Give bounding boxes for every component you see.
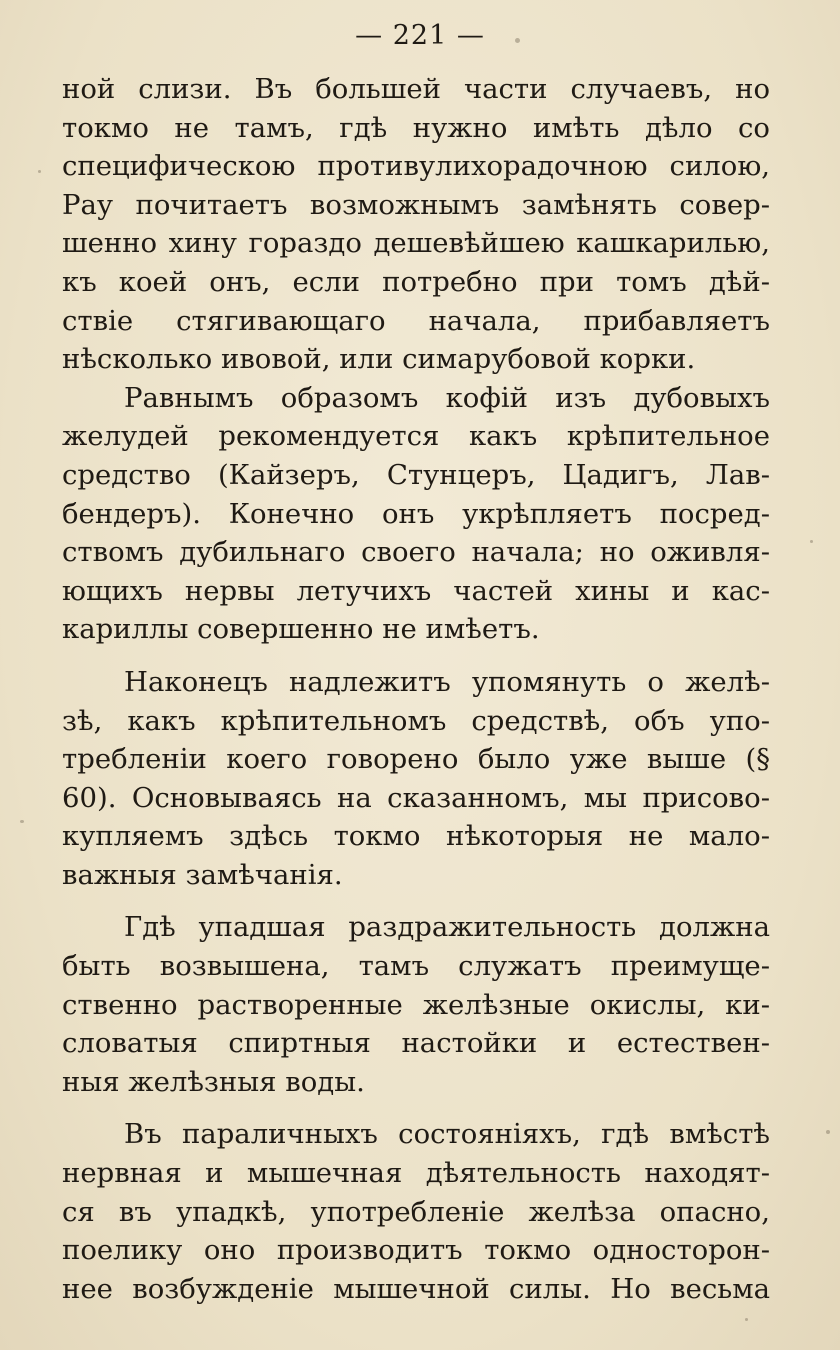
paragraph [62, 379, 770, 649]
paper-speck [515, 38, 520, 43]
text-line: ственно растворенные желѣзные окислы, ки- [62, 988, 770, 1021]
text-line: 60). Основываясь на сказанномъ, мы присово- [62, 781, 770, 814]
paper-speck [20, 820, 24, 823]
text-line: токмо не тамъ, гдѣ нужно имѣть дѣло со [62, 111, 770, 144]
text-line: ствіе стягивающаго начала, прибавляетъ [62, 304, 770, 337]
text-line: къ коей онъ, если потребно при томъ дѣй- [62, 265, 770, 298]
text-line: поелику оно производитъ токмо односторон- [62, 1234, 770, 1267]
text-line: нее возбужденіе мышечной силы. Но весьма [62, 1272, 770, 1305]
text-line: Равнымъ образомъ кофій изъ дубовыхъ [124, 381, 770, 414]
text-line: словатыя спиртныя настойки и естествен- [62, 1027, 770, 1060]
page-body [62, 70, 770, 1308]
text-line: зѣ, какъ крѣпительномъ средствѣ, объ упо- [62, 704, 770, 737]
text-line: Въ параличныхъ состояніяхъ, гдѣ вмѣстѣ [124, 1118, 770, 1151]
text-line: важныя замѣчанія. [62, 858, 343, 891]
page-number: — 221 — [355, 20, 485, 51]
paragraph [62, 1115, 770, 1308]
paragraph [62, 908, 770, 1101]
text-line: быть возвышена, тамъ служатъ преимуще- [62, 950, 770, 983]
paragraph [62, 70, 770, 379]
paper-speck [826, 1130, 830, 1134]
text-line: купляемъ здѣсь токмо нѣкоторыя не мало- [62, 820, 770, 853]
paper-speck [745, 1318, 748, 1321]
text-line: нервная и мышечная дѣятельность находят- [62, 1157, 770, 1190]
text-line: ныя желѣзныя воды. [62, 1065, 365, 1098]
text-line: бендеръ). Конечно онъ укрѣпляетъ посред- [62, 497, 770, 530]
paragraph [62, 663, 770, 895]
text-line: Гдѣ упадшая раздражительность должна [124, 911, 770, 944]
paper-speck [810, 540, 813, 543]
text-line: шенно хину гораздо дешевѣйшею кашкарилью, [62, 227, 770, 260]
paper-speck [38, 170, 41, 173]
text-line: ющихъ нервы летучихъ частей хины и кас- [62, 574, 770, 607]
text-line: требленіи коего говорено было уже выше (§ [62, 743, 770, 776]
text-line: кариллы совершенно не имѣетъ. [62, 613, 540, 646]
text-line: ной слизи. Въ большей части случаевъ, но [62, 73, 770, 105]
text-line: Наконецъ надлежитъ упомянуть о желѣ- [124, 665, 770, 698]
text-line: ся въ упадкѣ, употребленіе желѣза опасно, [62, 1195, 770, 1228]
text-line: нѣсколько ивовой, или симарубовой корки. [62, 343, 696, 376]
text-line: средство (Кайзеръ, Стунцеръ, Цадигъ, Лав- [62, 458, 770, 491]
text-line: ствомъ дубильнаго своего начала; но оживля- [62, 536, 770, 569]
text-line: специфическою противулихорадочною силою, [62, 150, 770, 183]
text-line: желудей рекомендуется какъ крѣпительное [62, 420, 770, 453]
text-line: Рау почитаетъ возможнымъ замѣнять совер- [62, 188, 770, 221]
